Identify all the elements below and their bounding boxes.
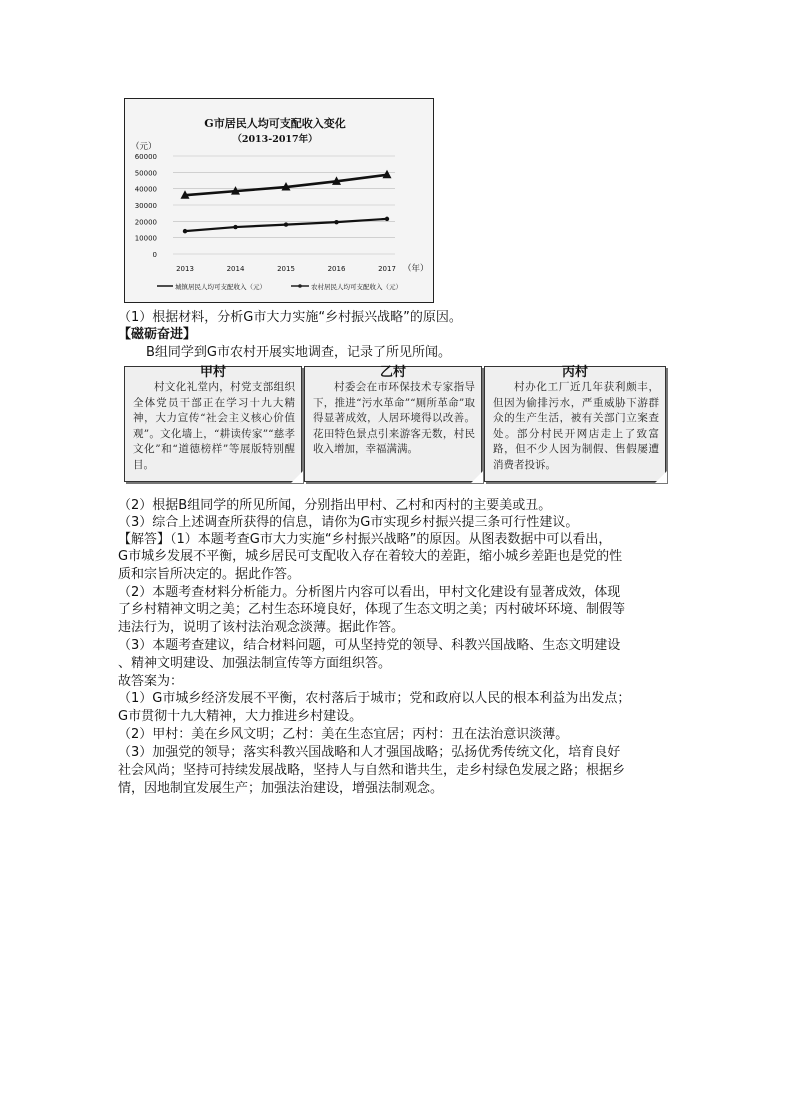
question-1: （1）根据材料，分析G市大力实施“乡村振兴战略”的原因。 — [118, 310, 462, 325]
x-tick-label: 2013 — [176, 265, 194, 273]
answer-label: 故答案为： — [118, 674, 184, 689]
y-tick-label: 30000 — [134, 202, 157, 210]
analysis-3-line-1: （3）本题考查建议，结合材料问题，可从坚持党的领导、科教兴国战略、生态文明建设 — [118, 638, 621, 653]
analysis-1-line-3: 质和宗旨所决定的。据此作答。 — [118, 567, 301, 582]
income-line-chart — [124, 98, 434, 303]
analysis-2-line-1: （2）本题考查材料分析能力。分析图片内容可以看出，甲村文化建设有显著成效，体现 — [118, 585, 621, 600]
card-jia-body: 村文化礼堂内，村党支部组织全体党员干部正在学习十九大精神，大力宣传“社会主义核心价值观”。文化墙上，“耕读传家”“慈孝文化”和“道德榜样”等展版特别醒目。 — [133, 381, 295, 471]
card-jia-title: 甲村 — [199, 365, 226, 380]
y-tick-label: 20000 — [134, 218, 157, 227]
legend-rural-marker — [298, 284, 302, 288]
rural-point — [385, 217, 389, 221]
card-jia-village — [124, 366, 302, 482]
card-bing-title: 丙村 — [561, 365, 588, 380]
answer-2: （2）甲村：美在乡风文明；乙村：美在生态宜居；丙村：丑在法治意识淡薄。 — [118, 727, 569, 742]
x-tick-label: 2015 — [277, 265, 295, 273]
x-tick-label: 2014 — [226, 265, 245, 273]
analysis-2-line-2: 了乡村精神文明之美；乙村生态环境良好，体现了生态文明之美；丙村破坏环境、制假等 — [118, 602, 626, 617]
analysis-2-line-3: 违法行为，说明了该村法治观念淡薄。据此作答。 — [118, 620, 405, 635]
analysis-1-line-2: G市城乡发展不平衡，城乡居民可支配收入存在着较大的差距，缩小城乡差距也是党的性 — [118, 549, 623, 564]
card-yi-body: 村委会在市环保技术专家指导下，推进“污水革命”“厕所革命”取得显著成效，人居环境得以改善。花田特色景点引来游客无数，村民收入增加，幸福满满。 — [313, 381, 475, 455]
x-tick-label: 2017 — [378, 265, 396, 273]
card-yi-corner — [471, 471, 483, 483]
answer-3-line-2: 社会风尚；坚持可持续发展战略，坚持人与自然和谐共生，走乡村绿色发展之路；根据乡 — [118, 763, 626, 778]
rural-point — [233, 225, 237, 229]
chart-title: G市居民人均可支配收入变化 — [204, 117, 346, 130]
card-yi-village — [304, 366, 482, 482]
answer-1-line-2: G市贯彻十九大精神，大力推进乡村建设。 — [118, 709, 363, 724]
survey-intro: B组同学到G市农村开展实地调查，记录了所见所闻。 — [146, 345, 451, 360]
y-tick-label: 10000 — [134, 234, 157, 243]
y-tick-label: 50000 — [134, 169, 157, 178]
card-yi-title: 乙村 — [379, 365, 406, 380]
question-3: （3）综合上述调查所获得的信息，请你为G市实现乡村振兴提三条可行性建议。 — [118, 515, 579, 530]
chart-subtitle: （2013-2017年） — [232, 134, 318, 145]
y-tick-label: 40000 — [134, 185, 157, 194]
card-bing-corner — [655, 471, 667, 483]
x-tick-label: 2016 — [327, 265, 346, 273]
answer-3-line-3: 情，因地制宜发展生产；加强法治建设，增强法制观念。 — [118, 781, 444, 796]
legend-urban: 城镇居民人均可支配收入（元） — [175, 283, 266, 291]
y-tick-label: 60000 — [134, 153, 157, 161]
chart-canvas — [125, 99, 433, 302]
card-bing-village — [484, 366, 666, 482]
analysis-1-line-1: 【解答】（1）本题考查G市大力实施“乡村振兴战略”的原因。从图表数据中可以看出， — [118, 532, 612, 547]
card-jia-corner — [291, 471, 303, 483]
rural-point — [334, 220, 338, 224]
rural-point — [284, 222, 288, 226]
rural-point — [183, 229, 187, 233]
answer-1-line-1: （1）G市城乡经济发展不平衡，农村落后于城市；党和政府以人民的根本利益为出发点； — [118, 691, 631, 706]
y-tick-label: 0 — [152, 251, 157, 259]
x-axis-label: （年） — [403, 264, 429, 274]
card-bing-body: 村办化工厂近几年获利颇丰，但因为偷排污水，严重威胁下游群众的生产生活，被有关部门立案查处。部分村民开网店走上了致富路，但不少人因为制假、售假屡遭消费者投诉。 — [493, 381, 659, 471]
analysis-3-line-2: 、精神文明建设、加强法制宣传等方面组织答。 — [118, 656, 392, 671]
question-2: （2）根据B组同学的所见所闻，分别指出甲村、乙村和丙村的主要美或丑。 — [118, 498, 552, 513]
section-title: 【磁砺奋进】 — [118, 327, 197, 342]
answer-3-line-1: （3）加强党的领导；落实科教兴国战略和人才强国战略；弘扬优秀传统文化，培育良好 — [118, 745, 621, 760]
legend-rural: 农村居民人均可支配收入（元） — [311, 283, 402, 291]
y-axis-label: （元） — [131, 142, 157, 152]
